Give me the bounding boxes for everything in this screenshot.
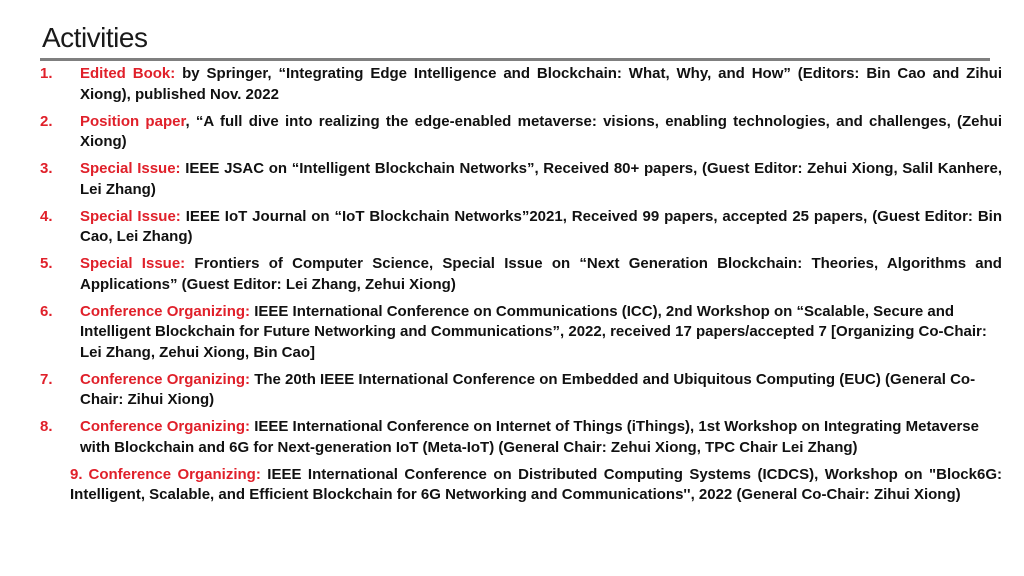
item-text: IEEE International Conference on Communications (ICC), 2nd Workshop on “Scalable, Secure and Intelligent Blockchain for Future Networking and Communications”, 2022, received 17 papers/accepted 7 [Organizing Co-Chair: Lei Zhang, Zehui Xiong, Bin Cao] bbox=[80, 302, 987, 361]
item-category: Special Issue: bbox=[80, 160, 181, 177]
item-number: 3. bbox=[40, 160, 53, 177]
item-text: IEEE JSAC on “Intelligent Blockchain Networks”, Received 80+ papers, (Guest Editor: Zehui Xiong, Salil Kanhere, Lei Zhang) bbox=[80, 160, 1002, 198]
list-item bbox=[40, 159, 1002, 200]
item-category: Special Issue: bbox=[80, 207, 181, 225]
item-category: Position paper bbox=[80, 112, 186, 130]
item-number: 4. bbox=[40, 207, 53, 225]
item-number: 9. bbox=[70, 465, 83, 483]
list-item bbox=[40, 112, 1002, 153]
item-category: Conference Organizing: bbox=[80, 302, 251, 320]
item-text: IEEE International Conference on Internet of Things (iThings), 1st Workshop on Integrating Metaverse with Blockchain and 6G for Next-generation IoT (Meta-IoT) (General Chair: Zehui Xiong, TPC Chair Lei Zhang) bbox=[80, 418, 979, 456]
item-number: 1. bbox=[40, 65, 53, 82]
list-item bbox=[40, 64, 1002, 105]
item-text: by Springer, “Integrating Edge Intelligence and Blockchain: What, Why, and How” (Editors: Bin Cao and Zihui Xiong), published Nov. 2022 bbox=[80, 65, 1003, 103]
item-text: IEEE International Conference on Distributed Computing Systems (ICDCS), Workshop on "Block6G: Intelligent, Scalable, and Efficient Blockchain for 6G Networking and Communications'', 2022 (General Co-Chair: Zihui Xiong) bbox=[70, 465, 1002, 503]
list-item bbox=[40, 465, 1002, 506]
list-item bbox=[40, 254, 1002, 295]
item-category: Conference Organizing: bbox=[80, 370, 251, 388]
title-divider bbox=[40, 58, 990, 61]
list-item bbox=[40, 207, 1002, 248]
item-text: , “A full dive into realizing the edge-enabled metaverse: visions, enabling technologies, and challenges, (Zehui Xiong) bbox=[80, 112, 1003, 150]
item-text: Frontiers of Computer Science, Special Issue on “Next Generation Blockchain: Theories, Algorithms and Applications” (Guest Editor: Lei Zhang, Zehui Xiong) bbox=[80, 255, 1002, 293]
item-category: Special Issue: bbox=[80, 255, 186, 272]
slide-title: Activities bbox=[42, 22, 148, 53]
item-category: Conference Organizing: bbox=[88, 465, 261, 483]
item-number: 7. bbox=[40, 370, 53, 388]
activities-list bbox=[40, 64, 1002, 506]
item-number: 2. bbox=[40, 112, 53, 130]
item-number: 5. bbox=[40, 255, 53, 272]
item-number: 6. bbox=[40, 302, 53, 320]
item-category: Edited Book: bbox=[80, 65, 176, 82]
item-text: The 20th IEEE International Conference on Embedded and Ubiquitous Computing (EUC) (General Co-Chair: Zihui Xiong) bbox=[80, 370, 976, 408]
item-text: IEEE IoT Journal on “IoT Blockchain Networks”2021, Received 99 papers, accepted 25 papers, (Guest Editor: Bin Cao, Lei Zhang) bbox=[80, 207, 1002, 245]
item-number: 8. bbox=[40, 418, 53, 435]
list-item bbox=[40, 370, 1002, 411]
list-item bbox=[40, 417, 1002, 458]
item-category: Conference Organizing: bbox=[80, 418, 251, 435]
list-item bbox=[40, 302, 1002, 364]
